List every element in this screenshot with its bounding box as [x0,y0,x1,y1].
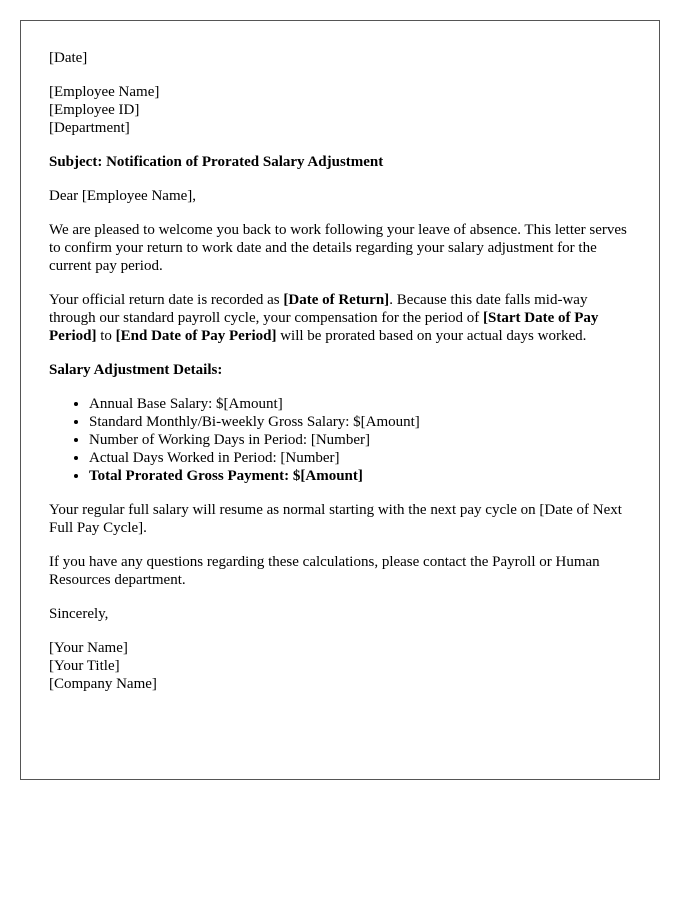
return-text-4: will be prorated based on your actual days worked. [276,328,587,344]
date-of-return: [Date of Return] [283,292,390,308]
signer-title: [Your Title] [49,658,120,674]
salary-details-list [49,395,631,485]
employee-id: [Employee ID] [49,102,140,118]
signature-block [49,639,631,693]
employee-name: [Employee Name] [49,84,160,100]
signer-company: [Company Name] [49,676,157,692]
department: [Department] [49,120,130,136]
end-date-of-pay-period: [End Date of Pay Period] [115,328,277,344]
signer-name: [Your Name] [49,640,128,656]
resume-paragraph: Your regular full salary will resume as normal starting with the next pay cycle on [Date of Next Full Pay Cycle]. [49,502,622,536]
detail-days-worked: • Actual Days Worked in Period: [Number] [89,449,631,467]
start-date-of-pay-period: [Start Date of Pay Period] [49,310,599,344]
recipient-block [49,83,631,137]
return-text-3: to [96,328,116,344]
details-heading: Salary Adjustment Details: [49,362,223,378]
detail-total-prorated-payment: • Total Prorated Gross Payment: $[Amount] [89,467,631,485]
salutation: Dear [Employee Name], [49,188,197,204]
letter-document [20,20,660,780]
subject-line: Subject: Notification of Prorated Salary Adjustment [49,154,384,170]
closing: Sincerely, [49,606,109,622]
detail-working-days: • Number of Working Days in Period: [Number] [89,431,631,449]
date-line [49,49,631,67]
detail-standard-gross-salary: • Standard Monthly/Bi-weekly Gross Salary: $[Amount] [89,413,631,431]
date-text: [Date] [49,50,88,66]
return-text-1: Your official return date is recorded as [49,292,284,308]
detail-annual-base-salary: • Annual Base Salary: $[Amount] [89,395,631,413]
questions-paragraph: If you have any questions regarding these calculations, please contact the Payroll or Human Resources department. [49,554,600,588]
return-text-2: . Because this date falls mid-way through our standard payroll cycle, your compensation for the period of [49,292,588,326]
intro-paragraph: We are pleased to welcome you back to work following your leave of absence. This letter serves to confirm your return to work date and the details regarding your salary adjustment for the current pay period. [49,222,627,274]
return-date-paragraph [49,291,631,345]
